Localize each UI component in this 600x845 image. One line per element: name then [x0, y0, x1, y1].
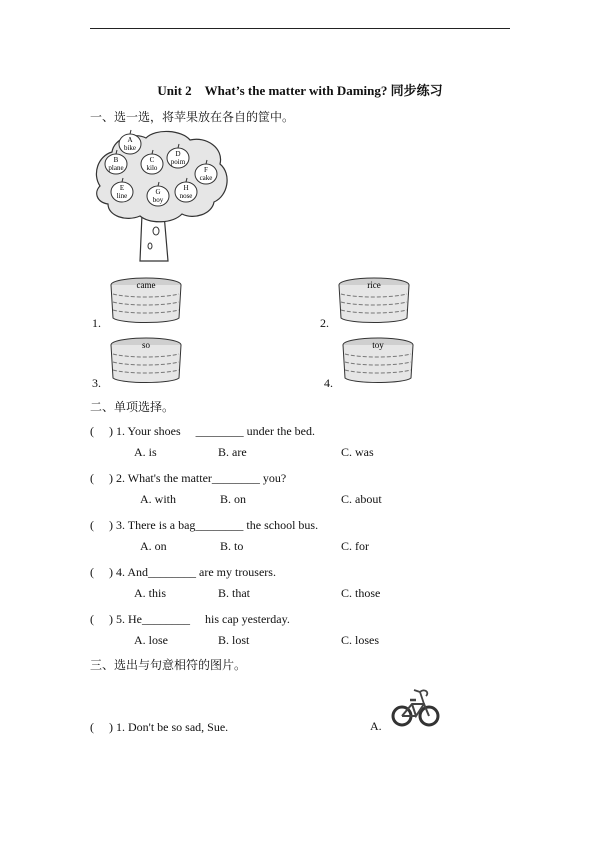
option-label[interactable]: A. — [370, 719, 382, 733]
option[interactable]: A. is — [134, 445, 157, 459]
apple-letter: F — [204, 166, 208, 174]
option[interactable]: A. with — [140, 492, 176, 506]
bicycle-icon[interactable] — [390, 686, 440, 728]
option[interactable]: B. are — [218, 445, 247, 459]
question-stem: ( ) 2. What's the matter________ you? — [90, 471, 287, 485]
option[interactable]: C. about — [341, 492, 382, 506]
option[interactable]: B. lost — [218, 633, 250, 647]
basket[interactable] — [108, 336, 184, 386]
basket-number: 3. — [92, 376, 101, 390]
apple-letter: E — [119, 184, 125, 192]
apple-word: boy — [152, 196, 164, 204]
basket-number: 1. — [92, 316, 101, 330]
basket-word: toy — [372, 340, 384, 350]
option[interactable]: B. that — [218, 586, 250, 600]
apple[interactable] — [119, 130, 141, 154]
apple-word: kilo — [146, 164, 158, 172]
question-stem: ( ) 5. He________ his cap yesterday. — [90, 612, 290, 626]
apple-word: plane — [108, 164, 124, 172]
question-stem: ( ) 3. There is a bag________ the school bus. — [90, 518, 319, 532]
apple-word: cake — [199, 174, 213, 182]
section2-heading: 二、单项选择。 — [90, 400, 175, 414]
apple-tree — [90, 126, 235, 264]
section1-heading: 一、选一选，将苹果放在各自的筐中。 — [90, 110, 295, 124]
basket-number: 4. — [324, 376, 333, 390]
basket-word: came — [136, 280, 156, 290]
basket[interactable] — [336, 276, 412, 326]
apple-word: nose — [179, 192, 193, 200]
question-stem: ( ) 1. Don't be so sad, Sue. — [90, 720, 229, 734]
apple-word: poim — [170, 158, 186, 166]
apple-letter: A — [127, 136, 133, 144]
basket[interactable] — [108, 276, 184, 326]
basket[interactable] — [340, 336, 416, 386]
option[interactable]: B. on — [220, 492, 247, 506]
option[interactable]: A. this — [134, 586, 167, 600]
question-stem: ( ) 1. Your shoes ________ under the bed. — [90, 424, 315, 438]
option[interactable]: B. to — [220, 539, 244, 553]
section3-heading: 三、选出与句意相符的图片。 — [90, 658, 247, 672]
basket-word: rice — [367, 280, 381, 290]
basket-number: 2. — [320, 316, 329, 330]
option[interactable]: A. lose — [134, 633, 168, 647]
apple-letter: G — [155, 188, 161, 196]
apple-word: line — [116, 192, 128, 200]
apple-letter: H — [183, 184, 189, 192]
option[interactable]: C. those — [341, 586, 381, 600]
option[interactable]: C. loses — [341, 633, 380, 647]
option[interactable]: A. on — [140, 539, 167, 553]
basket-word: so — [141, 340, 151, 350]
apple-letter: C — [149, 156, 155, 164]
apple-letter: B — [113, 156, 119, 164]
question-stem: ( ) 4. And________ are my trousers. — [90, 565, 276, 579]
option[interactable]: C. was — [341, 445, 374, 459]
page-title: Unit 2 What’s the matter with Daming? 同步练习 — [157, 83, 443, 98]
apple-letter: D — [175, 150, 181, 158]
option[interactable]: C. for — [341, 539, 369, 553]
top-rule — [90, 28, 510, 29]
apple-word: bike — [123, 144, 137, 152]
